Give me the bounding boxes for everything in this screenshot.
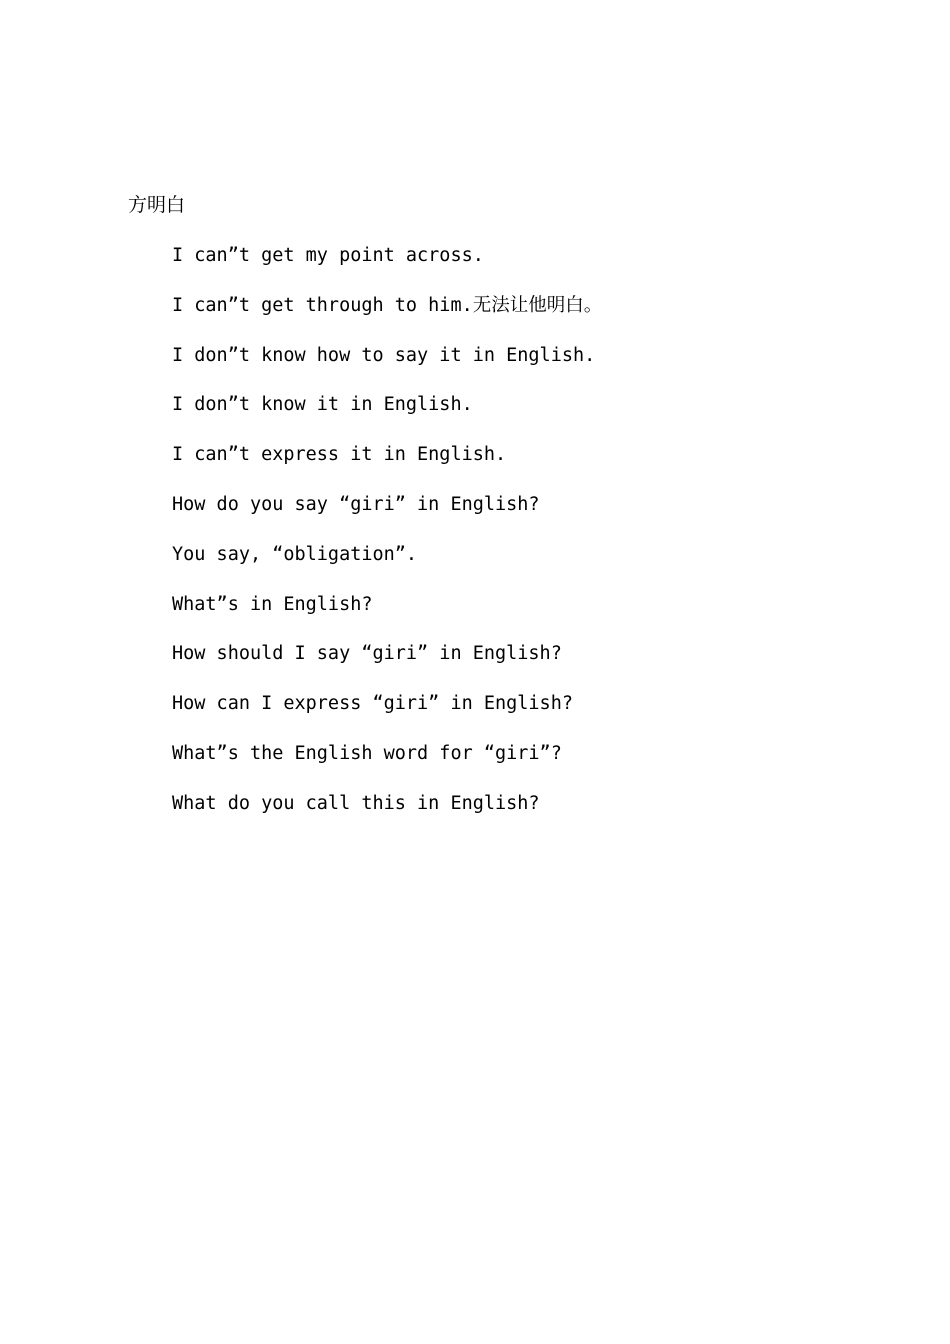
phrase-line: How do you say “giri” in English? bbox=[172, 493, 540, 515]
phrase-line: What”s the English word for “giri”? bbox=[172, 742, 562, 764]
phrase-line: How can I express “giri” in English? bbox=[172, 693, 573, 715]
phrase-list bbox=[172, 243, 602, 841]
phrase-line: I can”t get through to him.无法让他明白。 bbox=[172, 294, 603, 316]
phrase-line: What”s in English? bbox=[172, 593, 373, 615]
phrase-line: I don”t know it in English. bbox=[172, 394, 473, 416]
phrase-line: You say, “obligation”. bbox=[172, 543, 418, 565]
phrase-line: What do you call this in English? bbox=[172, 792, 540, 814]
phrase-line: How should I say “giri” in English? bbox=[172, 643, 562, 665]
heading-fragment: 方明白 bbox=[128, 194, 186, 216]
phrase-line: I can”t express it in English. bbox=[172, 444, 507, 466]
phrase-line: I don”t know how to say it in English. bbox=[172, 344, 596, 366]
phrase-line: I can”t get my point across. bbox=[172, 245, 484, 266]
